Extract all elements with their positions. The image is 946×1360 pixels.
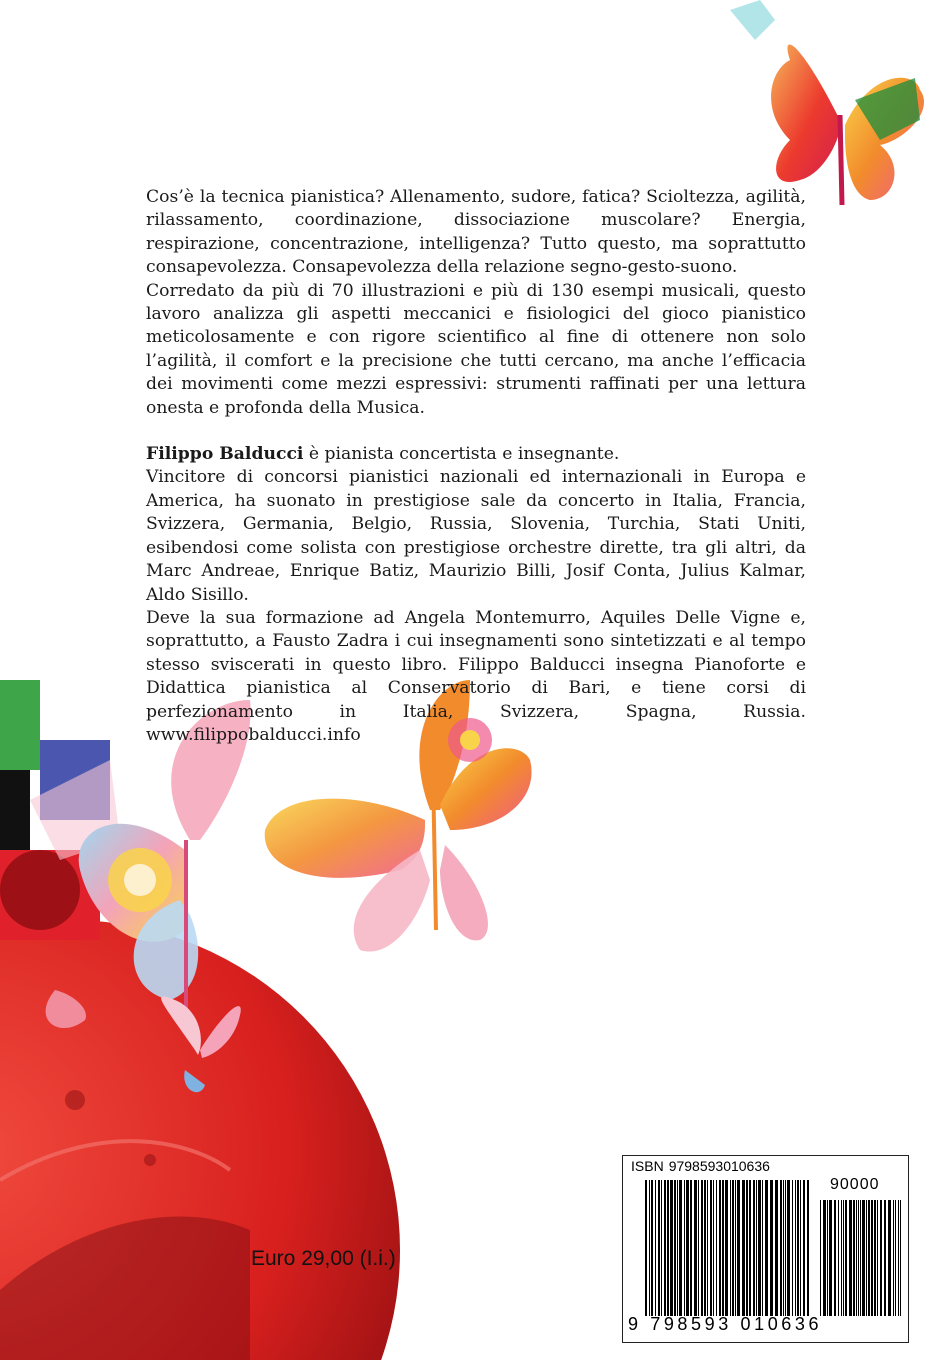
blurb-paragraph-2: Corredato da più di 70 illustrazioni e più di 130 esempi musicali, questo lavoro analizza gli aspetti meccanici e fisiologici del gioco pianistico meticolosamente e con rigore scientifico al fine di ottenere non solo l’agilità, il comfort e la precisione che tutti cercano, ma anche l’efficacia dei movimenti come mezzi espressivi: strumenti raffinati per una lettura onesta e profonda della Musica. (146, 280, 806, 418)
red-sphere (0, 920, 400, 1360)
author-bio-paragraph-1: Vincitore di concorsi pianistici nazionali ed internazionali in Europa e America, ha suonato in prestigiose sale da concerto in Italia, Francia, Svizzera, Germania, Belgio, Russia, Slovenia, Turchia, Stati Uniti, esibendosi come solista con prestigiose orchestre dirette, tra gli altri, da Marc Andreae, Enrique Batiz, Maurizio Billi, Josif Conta, Julius Kalmar, Aldo Sisillo. (146, 467, 806, 605)
author-name: Filippo Balducci (146, 444, 304, 465)
butterfly-top-right (730, 0, 924, 205)
isbn-number: 9798593010636 (668, 1158, 770, 1174)
isbn-label: ISBN (631, 1158, 664, 1174)
barcode-ean-digits: 9 798593 010636 (628, 1314, 823, 1334)
barcode-addon-digits: 90000 (830, 1176, 880, 1193)
author-intro-text: è pianista concertista e insegnante. (303, 444, 620, 465)
isbn-barcode (622, 1155, 909, 1343)
price-label: Euro 29,00 (I.i.) (251, 1247, 396, 1270)
isbn-line (631, 1158, 770, 1174)
back-cover-text (146, 186, 806, 747)
author-bio-paragraph-2: Deve la sua formazione ad Angela Montemurro, Aquiles Delle Vigne e, soprattutto, a Fausto Zadra i cui insegnamenti sono sintetizzati e al tempo stesso sviscerati in questo libro. Filippo Balducci insegna Pianoforte e Didattica pianistica al Conservatorio di Bari, e tiene corsi di perfezionamento in Italia, Svizzera, Spagna, Russia. www.filippobalducci.info (146, 607, 806, 745)
blurb-paragraph-1: Cos’è la tecnica pianistica? Allenamento, sudore, fatica? Scioltezza, agilità, rilassamento, coordinazione, dissociazione muscolare? Energia, respirazione, concentrazione, intelligenza? Tutto questo, ma soprattutto consapevolezza. Consapevolezza della relazione segno-gesto-suono. (146, 187, 806, 278)
author-intro (146, 443, 806, 466)
